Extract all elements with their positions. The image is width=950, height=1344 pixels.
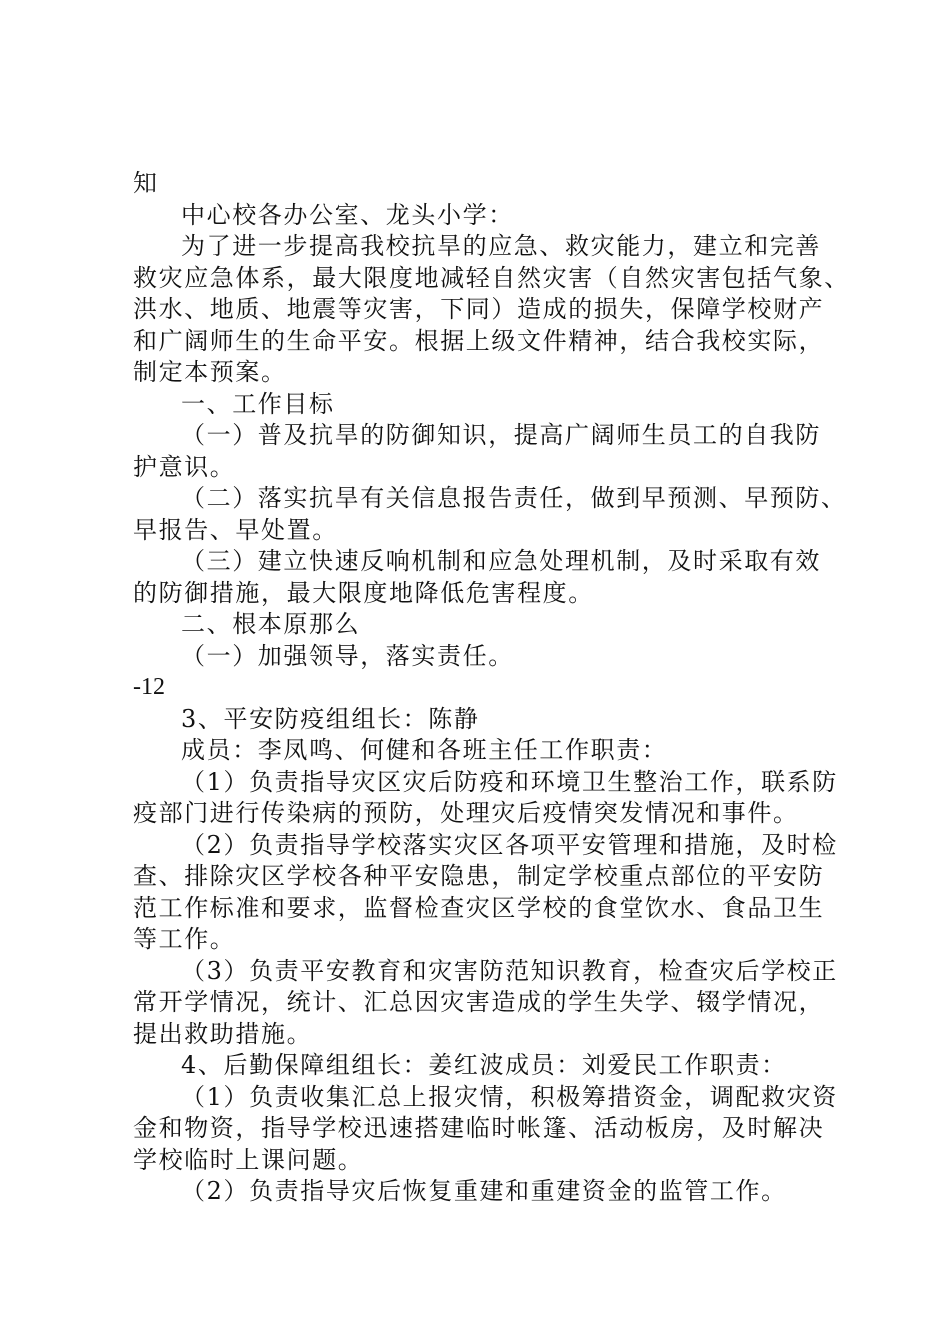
paragraph-line: 疫部门进行传染病的预防，处理灾后疫情突发情况和事件。 [133, 799, 799, 827]
paragraph-line: 早报告、早处置。 [133, 515, 338, 544]
paragraph-line: （一）加强领导，落实责任。 [181, 641, 514, 670]
paragraph-line: 为了进一步提高我校抗旱的应急、救灾能力，建立和完善 [181, 232, 821, 260]
document-page [133, 168, 850, 1208]
text-line-continuation: 知 [133, 169, 159, 197]
section-heading: 二、根本原那么 [181, 610, 361, 638]
paragraph-line: （2）负责指导学校落实灾区各项平安管理和措施，及时检 [181, 830, 838, 859]
paragraph-line: 制定本预案。 [133, 358, 287, 386]
paragraph-line: 的防御措施，最大限度地降低危害程度。 [133, 578, 594, 607]
paragraph-line: 护意识。 [133, 452, 236, 481]
page-marker: -12 [133, 674, 165, 700]
group-heading: 3、平安防疫组组长：陈静 [181, 704, 480, 733]
section-heading: 一、工作目标 [181, 389, 335, 418]
paragraph-line: 提出救助措施。 [133, 1019, 313, 1048]
paragraph-line: （1）负责收集汇总上报灾情，积极筹措资金，调配救灾资 [181, 1082, 838, 1111]
paragraph-line: 范工作标准和要求，监督检查灾区学校的食堂饮水、食品卫生 [133, 893, 825, 922]
paragraph-line: 洪水、地质、地震等灾害，下同）造成的损失，保障学校财产 [133, 295, 825, 323]
addressee-line: 中心校各办公室、龙头小学： [181, 200, 514, 229]
paragraph-line: （二）落实抗旱有关信息报告责任，做到早预测、早预防、 [181, 484, 847, 512]
paragraph-line: 金和物资，指导学校迅速搭建临时帐篷、活动板房，及时解决 [133, 1114, 825, 1142]
paragraph-line: 成员：李凤鸣、何健和各班主任工作职责： [181, 736, 668, 764]
paragraph-line: 查、排除灾区学校各种平安隐患，制定学校重点部位的平安防 [133, 862, 825, 890]
paragraph-line: （三）建立快速反响机制和应急处理机制，及时采取有效 [181, 547, 821, 575]
paragraph-line: 学校临时上课问题。 [133, 1145, 364, 1174]
paragraph-line: 等工作。 [133, 925, 236, 953]
paragraph-line: （2）负责指导灾后恢复重建和重建资金的监管工作。 [181, 1177, 787, 1205]
paragraph-line: 救灾应急体系，最大限度地减轻自然灾害（自然灾害包括气象、 [133, 263, 850, 292]
paragraph-line: （1）负责指导灾区灾后防疫和环境卫生整治工作，联系防 [181, 767, 838, 796]
paragraph-line: 和广阔师生的生命平安。根据上级文件精神，结合我校实际， [133, 326, 825, 355]
paragraph-line: （一）普及抗旱的防御知识，提高广阔师生员工的自我防 [181, 421, 821, 449]
paragraph-line: 常开学情况，统计、汇总因灾害造成的学生失学、辍学情况， [133, 988, 825, 1016]
group-heading: 4、后勤保障组组长：姜红波成员：刘爱民工作职责： [181, 1051, 787, 1079]
paragraph-line: （3）负责平安教育和灾害防范知识教育，检查灾后学校正 [181, 956, 838, 985]
